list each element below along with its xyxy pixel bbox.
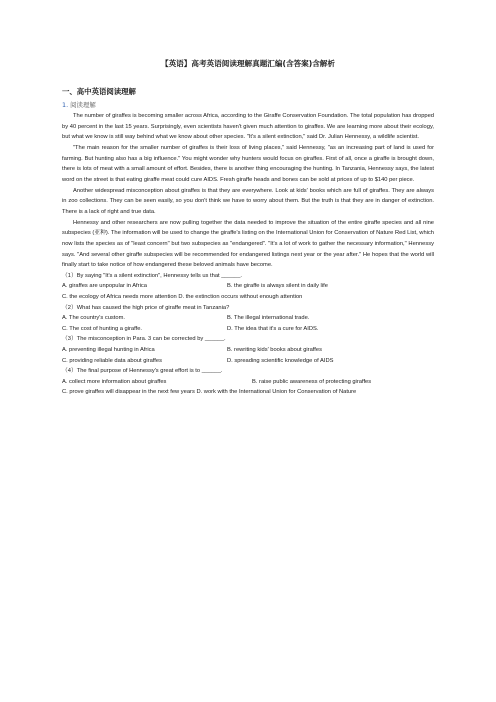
question-1-options-cd: C. the ecology of Africa needs more attention D. the extinction occurs without enough attention — [62, 294, 303, 301]
question-2-options-cd — [62, 324, 434, 335]
question-3-option-d: D. spreading scientific knowledge of AIDS — [227, 357, 334, 364]
question-1-options-ab — [62, 281, 434, 292]
question-3-stem: （3）The misconception in Para. 3 can be corrected by ______. — [62, 336, 226, 343]
question-4-option-b: B. raise public awareness of protecting giraffes — [252, 378, 372, 385]
passage-paragraph-4: Hennessy and other researchers are now pulling together the data needed to improve the situation of the entire giraffe species and all nine subspecies (亚种). The information will be used to change the giraffe's listing on the International Union for Conservation of Nature Red List, which now lists the species as of "least concern" but two subspecies as "endangered". "It's a lot of work to gather the necessary information," Hennessy says. "And several other giraffe subspecies will be recommended for endangered listings next year or the year after." He hopes that the world will finally start to take notice of how endangered these beloved animals have become. — [62, 219, 434, 269]
question-heading — [62, 100, 434, 109]
question-3-options-cd — [62, 356, 434, 367]
document-title: 【英语】高考英语阅读理解真题汇编(含答案)含解析 — [160, 59, 335, 68]
question-1-option-a: A. giraffes are unpopular in Africa — [62, 283, 147, 290]
question-1-option-b: B. the giraffe is always silent in daily life — [227, 283, 328, 290]
question-4-options-cd: C. prove giraffes will disappear in the next few years D. work with the International Union for Conservation of Nature — [62, 389, 357, 396]
question-2-option-c: C. The cost of hunting a giraffe. — [62, 325, 143, 332]
passage-paragraph-2: "The main reason for the smaller number of giraffes is their loss of living places," said Hennessy, "as an increasing part of land is used for farming. But hunting also has a big influence." You might wonder why hunters would focus on giraffes. First of all, once a giraffe is brought down, there is lots of meat with a small amount of effort. Besides, there is another thing encouraging the hunting. In Tanzania, Hennessy says, the latest word on the street is that eating giraffe meat could cure AIDS. Fresh giraffe heads and bones can be sold at prices of up to $140 per piece. — [62, 144, 434, 183]
question-number: 1. — [62, 101, 69, 109]
document-page — [62, 58, 434, 398]
question-3-option-b: B. rewriting kids' books about giraffes — [227, 347, 322, 353]
passage-paragraph-3: Another widespread misconception about giraffes is that they are everywhere. Look at kids' books which are full of giraffes. They are always in zoo collections. They can be seen easily, so you don't think we have to worry about them. But the truth is that they are in danger of extinction. There is a lack of right and true data. — [62, 187, 434, 215]
question-2-options-ab — [62, 313, 434, 324]
question-label: 阅读理解 — [70, 101, 96, 109]
question-2-option-d: D. The idea that it's a cure for AIDS. — [227, 325, 319, 332]
question-1-stem: （1）By saying "It's a silent extinction", Hennessy tells us that ______. — [62, 272, 243, 279]
question-4-option-a: A. collect more information about giraffes — [62, 378, 167, 385]
question-2-stem: （2）What has caused the high price of giraffe meat in Tanzania? — [62, 304, 230, 311]
question-4-options-ab — [62, 377, 434, 388]
question-3-option-a: A. preventing illegal hunting in Africa — [62, 347, 155, 353]
section-heading: 一、高中英语阅读理解 — [62, 87, 136, 96]
question-3-options-ab — [62, 345, 434, 356]
question-4-stem: （4）The final purpose of Hennessy's great effort is to ______. — [62, 368, 223, 375]
question-2-option-a: A. The country's custom. — [62, 315, 125, 322]
passage-paragraph-1: The number of giraffes is becoming smaller across Africa, according to the Giraffe Conservation Foundation. The total population has dropped by 40 percent in the last 15 years. Surprisingly, even scientists haven't given much attention to giraffes. We are learning more about their ecology, but what we know is still way behind what we know about other species. "It's a silent extinction," said Dr. Julian Hennessy, a wildlife scientist. — [62, 113, 434, 141]
question-3-option-c: C. providing reliable data about giraffes — [62, 357, 162, 364]
question-2-option-b: B. The illegal international trade. — [227, 315, 310, 322]
